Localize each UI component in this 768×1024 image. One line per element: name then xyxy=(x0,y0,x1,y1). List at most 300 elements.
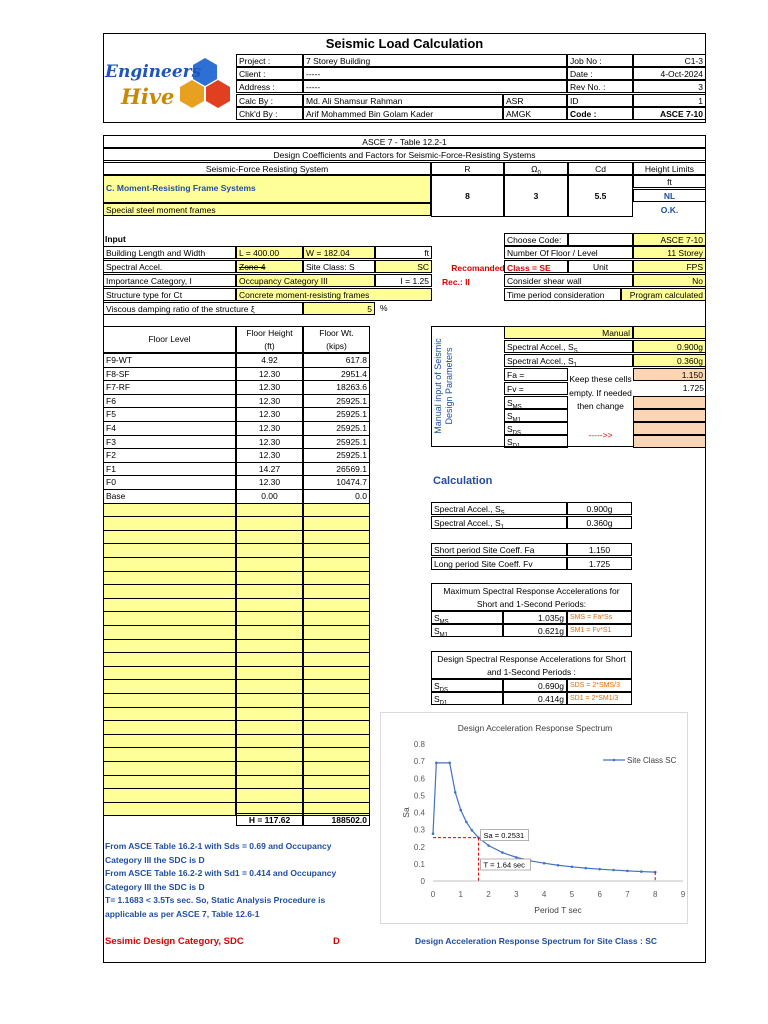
floor-level-cell[interactable]: F4 xyxy=(103,421,236,436)
r-value: 8 xyxy=(465,191,470,201)
manual-sd1-label-text: S xyxy=(507,437,513,447)
data-point xyxy=(626,870,629,873)
manual-note: Keep these cells empty. If needed then change xyxy=(569,374,632,411)
note-line-2: Category III the SDC is D xyxy=(105,854,205,865)
legend-marker xyxy=(613,759,616,762)
floor-weight-cell[interactable] xyxy=(303,625,370,640)
calc-sm1-label xyxy=(431,624,503,637)
manual-header: Manual xyxy=(504,326,633,339)
floor-height-cell[interactable]: 0.00 xyxy=(236,489,303,504)
floor-height-cell[interactable]: 14.27 xyxy=(236,462,303,477)
x-tick-label: 2 xyxy=(486,890,491,899)
rev-label: Rev No. : xyxy=(567,80,633,93)
manual-vertical-label: Manual input of Seismic Design Parameters xyxy=(433,338,454,434)
floor-weight-cell[interactable] xyxy=(303,761,370,776)
floor-height-cell[interactable]: 12.30 xyxy=(236,435,303,450)
sdc-notes xyxy=(105,840,375,921)
floor-weight-cell[interactable] xyxy=(303,707,370,722)
logo-line1: Engineers xyxy=(105,62,202,82)
floor-height-cell[interactable] xyxy=(236,557,303,572)
calc-sds-label xyxy=(431,679,503,692)
floor-height-cell[interactable]: 12.30 xyxy=(236,421,303,436)
manual-sm1-label xyxy=(504,409,568,422)
y-tick-label: 0.2 xyxy=(413,842,425,852)
id-value[interactable]: 1 xyxy=(633,94,706,107)
client-value[interactable]: ----- xyxy=(303,67,567,80)
floor-level-cell[interactable]: F9-WT xyxy=(103,353,236,368)
col-floor-weight-unit: (kips) xyxy=(326,341,347,351)
client-label: Client : xyxy=(236,67,303,80)
manual-ss-label-text: Spectral Accel., S xyxy=(507,342,574,352)
floor-weight-cell[interactable]: 25925.1 xyxy=(303,435,370,450)
data-point xyxy=(471,829,474,832)
floor-level-cell[interactable]: F0 xyxy=(103,475,236,490)
floor-level-cell[interactable] xyxy=(103,693,236,708)
calc-sd1-label-sub: D1 xyxy=(439,700,448,705)
floor-height-cell[interactable]: 12.30 xyxy=(236,448,303,463)
floor-level-cell[interactable]: F2 xyxy=(103,448,236,463)
manual-sds-label xyxy=(504,422,568,435)
data-point xyxy=(454,791,457,794)
choose-code-label: Choose Code: xyxy=(504,233,568,246)
calc-sds-label-text: S xyxy=(434,681,440,691)
manual-header-blank xyxy=(633,326,706,339)
site-class-select[interactable]: SC xyxy=(375,260,432,273)
table-title: ASCE 7 - Table 12.2-1 xyxy=(103,135,706,148)
calc-sd1-label-text: S xyxy=(434,694,440,704)
floor-level-cell[interactable] xyxy=(103,734,236,749)
code-value[interactable]: ASCE 7-10 xyxy=(633,107,706,120)
calc-sm1-label-text: S xyxy=(434,626,440,636)
rev-value[interactable]: 3 xyxy=(633,80,706,93)
x-tick-label: 6 xyxy=(597,890,602,899)
damping-unit: % xyxy=(380,303,388,313)
floor-weight-cell[interactable] xyxy=(303,516,370,531)
floor-weight-cell[interactable] xyxy=(303,652,370,667)
floor-height-cell[interactable] xyxy=(236,707,303,722)
floor-weight-cell[interactable] xyxy=(303,530,370,545)
floor-level-cell[interactable] xyxy=(103,720,236,735)
calc-sms-value: 1.035g xyxy=(503,611,567,624)
floor-height-cell[interactable] xyxy=(236,734,303,749)
site-class-label: Site Class: S xyxy=(303,260,375,273)
manual-ss-input[interactable]: 0.900g xyxy=(633,340,706,353)
page-title: Seismic Load Calculation xyxy=(325,36,484,51)
floor-weight-cell[interactable] xyxy=(303,775,370,790)
calc-ss-label xyxy=(431,502,567,515)
y-tick-label: 0 xyxy=(420,877,425,886)
manual-ss-label-sub: S xyxy=(573,348,578,353)
floor-level-cell[interactable] xyxy=(103,516,236,531)
manual-fa-input[interactable]: 1.150 xyxy=(633,368,706,381)
note-line-1: From ASCE Table 16.2-1 with Sds = 0.69 and Occupancy xyxy=(105,841,332,851)
floor-height-cell[interactable] xyxy=(236,598,303,613)
col-r: R xyxy=(431,162,504,175)
date-label: Date : xyxy=(567,67,633,80)
manual-sms-label-sub: MS xyxy=(512,404,522,409)
table-subtitle: Design Coefficients and Factors for Seismic-Force-Resisting Systems xyxy=(103,148,706,161)
floor-level-cell[interactable] xyxy=(103,571,236,586)
note-line-3: From ASCE Table 16.2-2 with Sd1 = 0.414 and Occupancy xyxy=(105,868,337,878)
y-tick-label: 0.7 xyxy=(413,757,425,767)
calc-sms-label xyxy=(431,611,503,624)
floor-weight-cell[interactable] xyxy=(303,584,370,599)
data-point xyxy=(557,864,560,867)
sa-annotation: Sa = 0.2531 xyxy=(483,831,525,841)
manual-arrow: ----->> xyxy=(588,430,613,440)
floor-level-cell[interactable]: F6 xyxy=(103,394,236,409)
cd-value: 5.5 xyxy=(594,191,607,201)
x-tick-label: 4 xyxy=(541,890,547,899)
floor-height-cell[interactable]: 12.30 xyxy=(236,367,303,382)
floor-height-cell[interactable] xyxy=(236,679,303,694)
data-point xyxy=(487,844,490,847)
floor-weight-cell[interactable] xyxy=(303,747,370,762)
y-axis-label: Sa xyxy=(401,807,411,818)
floor-height-cell[interactable] xyxy=(236,503,303,518)
calc-sds-value: 0.690g xyxy=(503,679,567,692)
id-label: ID xyxy=(567,94,633,107)
calcby-value[interactable]: Md. Ali Shamsur Rahman xyxy=(303,94,503,107)
col-cd: Cd xyxy=(568,162,633,175)
floor-weight-cell[interactable] xyxy=(303,543,370,558)
manual-s1-label-sub: 1 xyxy=(573,362,577,367)
floor-level-cell[interactable]: F7-RF xyxy=(103,380,236,395)
floor-level-cell[interactable]: F8-SF xyxy=(103,367,236,382)
floor-level-cell[interactable]: Base xyxy=(103,489,236,504)
manual-ss-label xyxy=(504,340,633,353)
address-label: Address : xyxy=(236,80,303,93)
manual-s1-label xyxy=(504,354,633,367)
floor-weight-cell[interactable] xyxy=(303,666,370,681)
data-point xyxy=(435,762,438,765)
y-tick-label: 0.4 xyxy=(413,808,425,818)
floor-height-cell[interactable] xyxy=(236,611,303,626)
manual-fv-input[interactable]: 1.725 xyxy=(682,383,704,393)
data-point xyxy=(501,851,504,854)
floor-weight-cell[interactable] xyxy=(303,503,370,518)
project-label: Project : xyxy=(236,54,303,67)
floor-weight-cell[interactable]: 25925.1 xyxy=(303,394,370,409)
sdc-value: D xyxy=(333,936,340,947)
calc-s1-label-sub: 1 xyxy=(500,524,504,529)
floor-weight-cell[interactable]: 25925.1 xyxy=(303,421,370,436)
floor-weight-cell[interactable]: 617.8 xyxy=(303,353,370,368)
omega-value: 3 xyxy=(533,191,539,201)
floor-level-cell[interactable] xyxy=(103,543,236,558)
x-tick-label: 8 xyxy=(652,890,658,899)
y-tick-label: 0.8 xyxy=(413,740,425,749)
calc-sd1-label xyxy=(431,692,503,705)
manual-s1-input[interactable]: 0.360g xyxy=(633,354,706,367)
calculation-heading: Calculation xyxy=(433,475,493,487)
choose-code-select[interactable]: ASCE 7-10 xyxy=(633,233,706,246)
data-point xyxy=(465,821,468,824)
y-tick-label: 0.3 xyxy=(413,825,425,835)
floor-level-cell[interactable] xyxy=(103,775,236,790)
col-omega-subscript: 0 xyxy=(537,170,541,175)
jobno-label: Job No : xyxy=(567,54,633,67)
x-axis-label: Period T sec xyxy=(534,905,582,915)
col-floor-height-unit: (ft) xyxy=(264,341,275,351)
x-tick-label: 1 xyxy=(458,890,464,899)
manual-sms-input[interactable] xyxy=(633,396,706,409)
note-line-6: applicable as per ASCE 7, Table 12.6-1 xyxy=(105,908,260,919)
floor-height-cell[interactable] xyxy=(236,571,303,586)
floor-weight-cell[interactable] xyxy=(303,598,370,613)
floor-height-cell[interactable] xyxy=(236,652,303,667)
data-point xyxy=(543,862,546,865)
bld-dim-label: Building Length and Width xyxy=(103,246,236,259)
floor-height-cell[interactable]: 12.30 xyxy=(236,394,303,409)
calc-fa-value: 1.150 xyxy=(567,543,632,556)
manual-sd1-input[interactable] xyxy=(633,435,706,448)
x-tick-label: 3 xyxy=(514,890,519,899)
height-limit-ok: O.K. xyxy=(660,205,679,215)
calc-fa-label: Short period Site Coeff. Fa xyxy=(431,543,567,556)
total-weight: 188502.0 xyxy=(303,813,370,826)
manual-sd1-label xyxy=(504,435,568,448)
floor-height-cell[interactable] xyxy=(236,530,303,545)
x-tick-label: 7 xyxy=(625,890,630,899)
damping-label: Viscous damping ratio of the structure ξ xyxy=(103,302,303,315)
floor-weight-cell[interactable] xyxy=(303,679,370,694)
spectrum-chart xyxy=(380,712,688,924)
manual-sds-label-text: S xyxy=(507,424,513,434)
calc-sms-formula: SMS = Fa*Ss xyxy=(567,611,632,624)
floor-height-cell[interactable] xyxy=(236,639,303,654)
calc-ss-label-sub: S xyxy=(500,510,505,515)
total-height: H = 117.62 xyxy=(236,813,303,826)
calc-sm1-label-sub: M1 xyxy=(439,632,449,637)
floor-weight-cell[interactable]: 2951.4 xyxy=(303,367,370,382)
chkby-value[interactable]: Arif Mohammed Bin Golam Kader xyxy=(303,107,503,120)
calcby-label: Calc By : xyxy=(236,94,303,107)
floor-level-cell[interactable] xyxy=(103,584,236,599)
manual-sm1-label-sub: M1 xyxy=(512,417,522,422)
note-line-4: Category III the SDC is D xyxy=(105,881,205,892)
floor-height-cell[interactable] xyxy=(236,775,303,790)
importance-factor: I = 1.25 xyxy=(375,274,432,287)
system-category: C. Moment-Resisting Frame Systems xyxy=(106,183,256,193)
spectrum-chart-svg xyxy=(381,713,689,925)
manual-sm1-input[interactable] xyxy=(633,409,706,422)
data-point xyxy=(640,870,643,873)
floor-level-cell[interactable] xyxy=(103,652,236,667)
importance-label: Importance Category, I xyxy=(103,274,236,287)
floor-height-cell[interactable] xyxy=(236,747,303,762)
design-spectral-heading: Design Spectral Response Accelerations for Short and 1-Second Periods : xyxy=(431,651,632,679)
system-type[interactable]: Special steel moment frames xyxy=(103,203,431,216)
col-floor-weight-label: Floor Wt. xyxy=(319,328,354,338)
max-spectral-heading: Maximum Spectral Response Accelerations for Short and 1-Second Periods: xyxy=(431,583,632,611)
data-point xyxy=(598,868,601,871)
calc-s1-value: 0.360g xyxy=(567,516,632,529)
floor-weight-cell[interactable]: 0.0 xyxy=(303,489,370,504)
floor-weight-cell[interactable] xyxy=(303,639,370,654)
occupancy-select[interactable]: Occupancy Category III xyxy=(236,274,375,287)
col-floor-level-label: Floor Level xyxy=(148,334,191,344)
floor-level-cell[interactable] xyxy=(103,503,236,518)
floor-weight-cell[interactable] xyxy=(303,734,370,749)
floor-level-cell[interactable] xyxy=(103,788,236,803)
chkby-label: Chk'd By : xyxy=(236,107,303,120)
floor-weight-cell[interactable]: 26569.1 xyxy=(303,462,370,477)
sdc-label: Sesimic Design Category, SDC xyxy=(105,936,244,947)
code-label: Code : xyxy=(567,107,633,120)
floor-level-cell[interactable] xyxy=(103,679,236,694)
recommended-category: Rec.: II xyxy=(442,277,470,287)
chkby-initials[interactable]: AMGK xyxy=(503,107,567,120)
calc-sms-label-sub: MS xyxy=(439,619,449,624)
project-value[interactable]: 7 Storey Building xyxy=(303,54,567,67)
calc-sm1-value: 0.621g xyxy=(503,624,567,637)
floor-level-cell[interactable]: F1 xyxy=(103,462,236,477)
choose-code-blank xyxy=(568,233,633,246)
width-input[interactable]: W = 182.04 xyxy=(303,246,375,259)
input-heading: Input xyxy=(105,234,126,244)
height-limit-unit: ft xyxy=(633,175,706,188)
floor-level-cell[interactable] xyxy=(103,530,236,545)
calc-sm1-formula: SM1 = Fv*S1 xyxy=(567,624,632,637)
col-system: Seismic-Force Resisting System xyxy=(103,162,431,175)
length-input[interactable]: L = 400.00 xyxy=(236,246,303,259)
data-point xyxy=(612,869,615,872)
manual-fv-label: Fv = xyxy=(504,382,568,395)
floor-weight-cell[interactable] xyxy=(303,720,370,735)
ct-label: Structure type for Ct xyxy=(103,288,236,301)
floor-height-cell[interactable] xyxy=(236,693,303,708)
shear-wall-label: Consider shear wall xyxy=(504,274,633,287)
floor-weight-cell[interactable] xyxy=(303,557,370,572)
y-tick-label: 0.5 xyxy=(413,791,425,801)
spectrum-caption: Design Acceleration Response Spectrum for Site Class : SC xyxy=(415,936,658,946)
manual-sds-label-sub: DS xyxy=(512,430,522,435)
floor-level-cell[interactable] xyxy=(103,707,236,722)
date-value[interactable]: 4-Oct-2024 xyxy=(633,67,706,80)
calc-sd1-formula: SD1 = 2*SM1/3 xyxy=(567,692,632,705)
manual-fa-label: Fa = xyxy=(504,368,568,381)
unit-blank xyxy=(504,260,568,273)
col-omega-symbol: Ω xyxy=(531,164,538,174)
floor-height-cell[interactable] xyxy=(236,543,303,558)
y-tick-label: 0.6 xyxy=(413,774,425,784)
calc-s1-label-text: Spectral Accel., S xyxy=(434,518,501,528)
floor-weight-cell[interactable]: 18263.6 xyxy=(303,380,370,395)
manual-sms-label xyxy=(504,396,568,409)
floor-weight-cell[interactable] xyxy=(303,571,370,586)
floor-height-cell[interactable] xyxy=(236,666,303,681)
calc-sds-formula: SDS = 2*SMS/3 xyxy=(567,679,632,692)
unit-select[interactable]: FPS xyxy=(633,260,706,273)
floor-height-cell[interactable] xyxy=(236,788,303,803)
nfloor-input[interactable]: 11 Storey xyxy=(633,246,706,259)
height-limit-value: NL xyxy=(633,189,706,202)
calc-sds-label-sub: DS xyxy=(439,687,449,692)
floor-level-cell[interactable] xyxy=(103,598,236,613)
shear-wall-select[interactable]: No xyxy=(633,274,706,287)
floor-level-cell[interactable] xyxy=(103,666,236,681)
floor-weight-cell[interactable] xyxy=(303,788,370,803)
recommended-class: Recomanded Class = SE xyxy=(451,263,551,273)
floor-height-cell[interactable] xyxy=(236,761,303,776)
dim-unit: ft xyxy=(375,246,432,259)
floor-height-cell[interactable]: 12.30 xyxy=(236,380,303,395)
y-tick-label: 0.1 xyxy=(413,859,425,869)
floor-weight-cell[interactable]: 10474.7 xyxy=(303,475,370,490)
ct-select[interactable]: Concrete moment-resisting frames xyxy=(236,288,432,301)
logo-line2: Hive xyxy=(121,84,175,109)
unit-label: Unit xyxy=(568,260,633,273)
calc-fv-value: 1.725 xyxy=(567,557,632,570)
floor-level-cell[interactable]: F3 xyxy=(103,435,236,450)
series-line xyxy=(433,763,655,872)
floor-level-cell[interactable] xyxy=(103,747,236,762)
calc-sms-label-text: S xyxy=(434,613,440,623)
address-value[interactable]: ----- xyxy=(303,80,567,93)
floor-height-cell[interactable] xyxy=(236,584,303,599)
col-height-limits: Height Limits xyxy=(633,162,706,175)
floor-height-cell[interactable] xyxy=(236,720,303,735)
floor-height-cell[interactable] xyxy=(236,516,303,531)
data-point xyxy=(515,856,518,859)
zone-select[interactable]: Zone 4 xyxy=(236,260,303,273)
floor-height-cell[interactable]: 12.30 xyxy=(236,475,303,490)
data-point xyxy=(448,762,451,765)
time-period-label: Time period consideration xyxy=(504,288,621,301)
floor-height-cell[interactable] xyxy=(236,625,303,640)
logo xyxy=(105,56,235,120)
floor-weight-cell[interactable] xyxy=(303,693,370,708)
col-floor-height-label: Floor Height xyxy=(246,328,293,338)
floor-weight-cell[interactable]: 25925.1 xyxy=(303,407,370,422)
data-point xyxy=(432,832,435,835)
data-point xyxy=(584,867,587,870)
calc-s1-label xyxy=(431,516,567,529)
manual-sd1-label-sub: D1 xyxy=(512,443,521,448)
data-point xyxy=(571,865,574,868)
calc-ss-value: 0.900g xyxy=(567,502,632,515)
floor-level-cell[interactable] xyxy=(103,761,236,776)
floor-height-cell[interactable]: 12.30 xyxy=(236,407,303,422)
col-omega xyxy=(504,162,568,175)
manual-sm1-label-text: S xyxy=(507,411,513,421)
floor-level-cell[interactable] xyxy=(103,625,236,640)
floor-weight-cell[interactable] xyxy=(303,611,370,626)
jobno-value[interactable]: C1-3 xyxy=(633,54,706,67)
floor-level-cell[interactable]: F5 xyxy=(103,407,236,422)
legend-label: Site Class SC xyxy=(627,756,677,765)
x-tick-label: 9 xyxy=(680,890,686,899)
floor-level-cell[interactable] xyxy=(103,611,236,626)
floor-height-cell[interactable]: 4.92 xyxy=(236,353,303,368)
calc-sd1-value: 0.414g xyxy=(503,692,567,705)
x-tick-label: 5 xyxy=(569,890,575,899)
floor-weight-cell[interactable]: 25925.1 xyxy=(303,448,370,463)
calc-ss-label-text: Spectral Accel., S xyxy=(434,504,501,514)
manual-sds-input[interactable] xyxy=(633,422,706,435)
floor-level-cell[interactable] xyxy=(103,802,236,817)
floor-level-cell[interactable] xyxy=(103,639,236,654)
damping-input[interactable]: 5 xyxy=(303,302,375,315)
time-period-select[interactable]: Program calculated xyxy=(621,288,706,301)
data-point xyxy=(459,809,462,812)
calcby-initials[interactable]: ASR xyxy=(503,94,567,107)
nfloor-label: Number Of Floor / Level xyxy=(504,246,633,259)
chart-title: Design Acceleration Response Spectrum xyxy=(457,723,613,733)
floor-level-cell[interactable] xyxy=(103,557,236,572)
x-tick-label: 0 xyxy=(430,890,436,899)
